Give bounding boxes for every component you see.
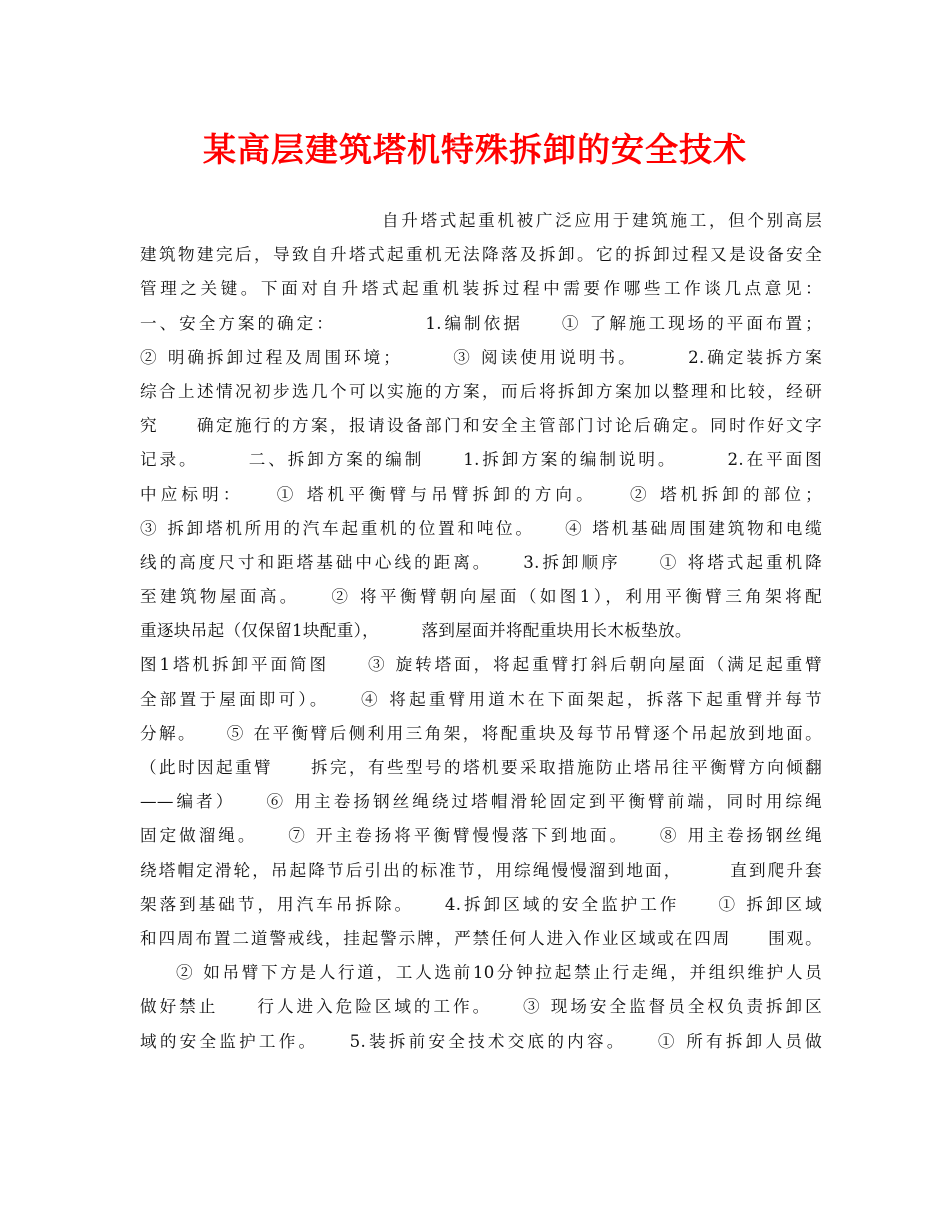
body-line: 建筑物建完后，导致自升塔式起重机无法降落及拆卸。它的拆卸过程又是设备安全 bbox=[140, 245, 822, 265]
body-line: 管理之关键。下面对自升塔式起重机装拆过程中需要作哪些工作谈几点意见： bbox=[140, 279, 822, 299]
body-line: ——编者） ⑥ 用主卷扬钢丝绳绕过塔帽滑轮固定到平衡臂前端，同时用综绳 bbox=[140, 792, 822, 812]
body-line: 和四周布置二道警戒线，挂起警示牌，严禁任何人进入作业区域或在四周 围观。 bbox=[140, 928, 822, 948]
body-line: ② 明确拆卸过程及周围环境； ③ 阅读使用说明书。 2.确定装拆方案 bbox=[140, 347, 822, 367]
body-line: ② 如吊臂下方是人行道，工人选前10分钟拉起禁止行走绳，并组织维护人员 bbox=[176, 963, 822, 983]
body-line: 记录。 二、拆卸方案的编制 1.拆卸方案的编制说明。 2.在平面图 bbox=[140, 450, 822, 470]
body-line: 究 确定施行的方案，报请设备部门和安全主管部门讨论后确定。同时作好文字 bbox=[140, 416, 822, 436]
document-title: 某高层建筑塔机特殊拆卸的安全技术 bbox=[203, 130, 747, 169]
body-line: 中应标明： ① 塔机平衡臂与吊臂拆卸的方向。 ② 塔机拆卸的部位； bbox=[140, 484, 822, 504]
body-line: 重逐块吊起（仅保留1块配重）， 落到屋面并将配重块用长木板垫放。 bbox=[140, 621, 692, 641]
body-line: 全部置于屋面即可）。 ④ 将起重臂用道木在下面架起，拆落下起重臂并每节 bbox=[140, 689, 822, 709]
document-body bbox=[140, 204, 822, 1059]
body-line: 做好禁止 行人进入危险区域的工作。 ③ 现场安全监督员全权负责拆卸区 bbox=[140, 997, 822, 1017]
body-line: 自升塔式起重机被广泛应用于建筑施工，但个别高层 bbox=[382, 211, 822, 230]
body-line: 域的安全监护工作。 5.装拆前安全技术交底的内容。 ① 所有拆卸人员做 bbox=[140, 1031, 822, 1051]
body-line: 综合上述情况初步选几个可以实施的方案，而后将拆卸方案加以整理和比较，经研 bbox=[140, 381, 822, 401]
body-line: 架落到基础节，用汽车吊拆除。 4.拆卸区域的安全监护工作 ① 拆卸区域 bbox=[140, 894, 822, 914]
body-line: （此时因起重臂 拆完，有些型号的塔机要采取措施防止塔吊往平衡臂方向倾翻 bbox=[140, 758, 822, 777]
body-line: ③ 拆卸塔机所用的汽车起重机的位置和吨位。 ④ 塔机基础周围建筑物和电缆 bbox=[140, 518, 822, 538]
body-line: 线的高度尺寸和距塔基础中心线的距离。 3.拆卸顺序 ① 将塔式起重机降 bbox=[140, 552, 822, 572]
body-line: 图1塔机拆卸平面简图 ③ 旋转塔面，将起重臂打斜后朝向屋面（满足起重臂 bbox=[140, 655, 822, 675]
body-line: 绕塔帽定滑轮，吊起降节后引出的标准节，用综绳慢慢溜到地面， 直到爬升套 bbox=[140, 860, 822, 880]
body-line: 分解。 ⑤ 在平衡臂后侧利用三角架，将配重块及每节吊臂逐个吊起放到地面。 bbox=[140, 723, 822, 743]
body-line: 至建筑物屋面高。 ② 将平衡臂朝向屋面（如图1），利用平衡臂三角架将配 bbox=[140, 587, 822, 607]
body-line: 固定做溜绳。 ⑦ 开主卷扬将平衡臂慢慢落下到地面。 ⑧ 用主卷扬钢丝绳 bbox=[140, 826, 822, 846]
body-line: 一、安全方案的确定： 1.编制依据 ① 了解施工现场的平面布置； bbox=[140, 313, 822, 333]
